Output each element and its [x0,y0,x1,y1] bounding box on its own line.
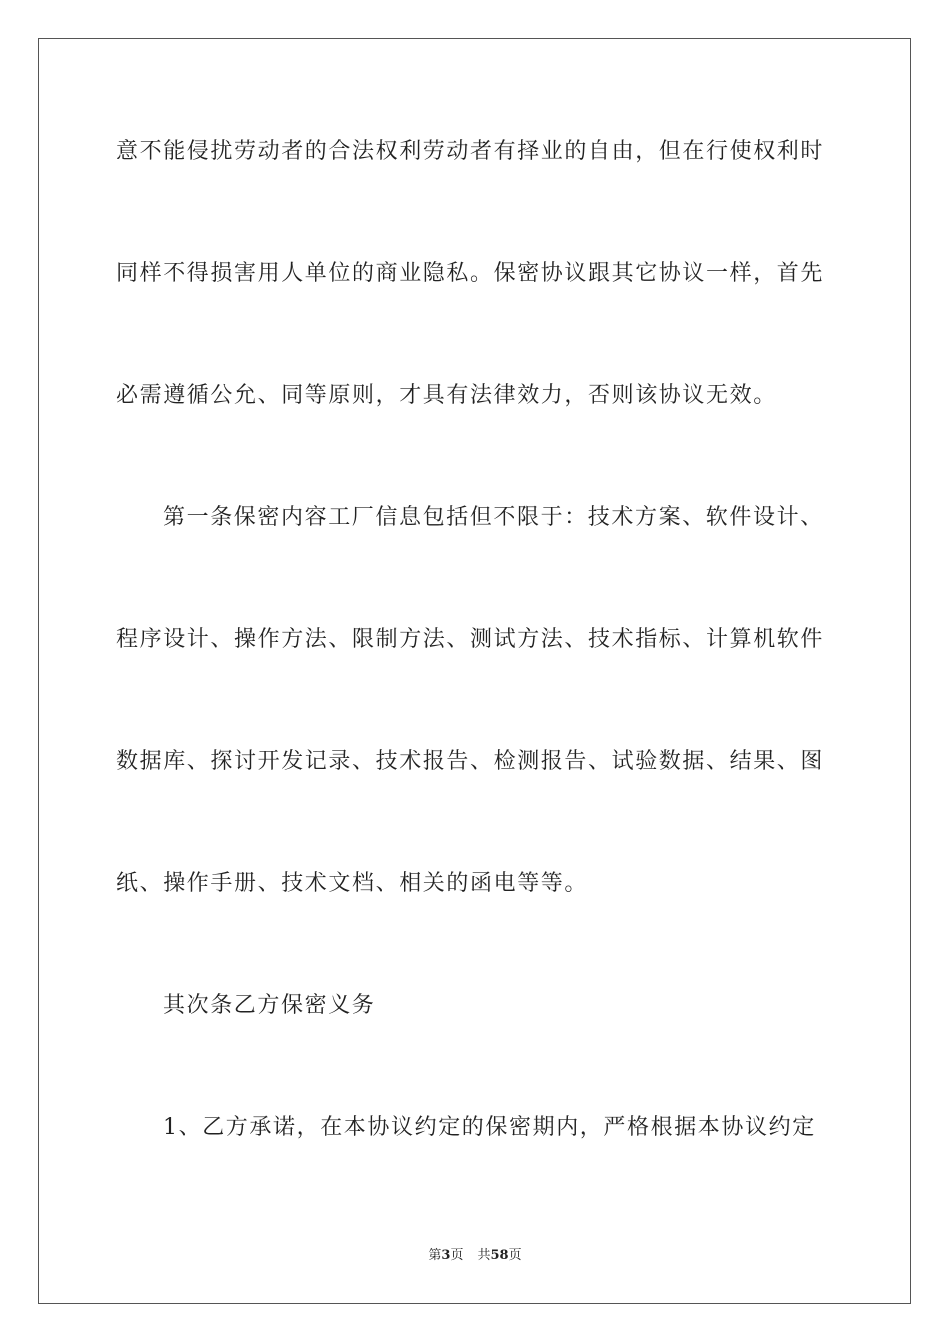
body-text-line: 数据库、探讨开发记录、技术报告、检测报告、试验数据、结果、图 [116,749,825,774]
current-page-number: 3 [441,1248,451,1263]
page-footer [0,1248,950,1264]
body-text-line: 纸、操作手册、技术文档、相关的函电等等。 [116,871,589,896]
total-page-count: 58 [490,1248,509,1263]
body-text-line: 意不能侵扰劳动者的合法权利劳动者有择业的自由，但在行使权利时 [116,139,825,164]
total-pages-label: 共58页 [477,1248,522,1263]
body-text-line: 必需遵循公允、同等原则，才具有法律效力，否则该协议无效。 [116,383,777,408]
section-heading: 其次条乙方保密义务 [163,993,376,1018]
paragraph-first-line: 第一条保密内容工厂信息包括但不限于：技术方案、软件设计、 [163,505,824,530]
body-text-line: 同样不得损害用人单位的商业隐私。保密协议跟其它协议一样，首先 [116,261,825,286]
page-number-label: 第3页 [428,1248,464,1263]
body-text-line: 程序设计、操作方法、限制方法、测试方法、技术指标、计算机软件 [116,627,825,652]
paragraph-first-line: 1、乙方承诺，在本协议约定的保密期内，严格根据本协议约定 [163,1115,816,1140]
